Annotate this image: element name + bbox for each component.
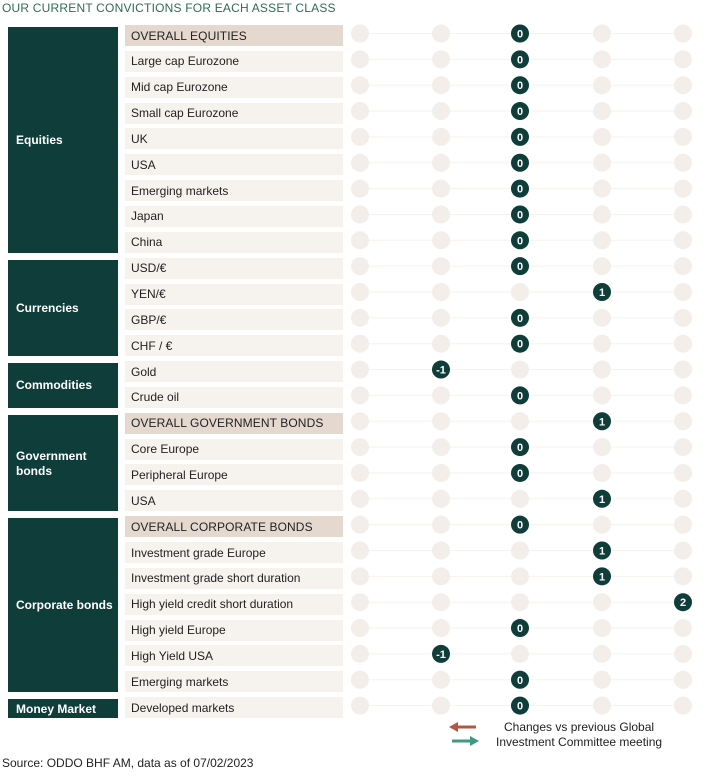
row-label: USA: [125, 490, 343, 511]
legend-line-1: Changes vs previous Global: [503, 720, 655, 734]
scale-dot: [432, 464, 450, 482]
conviction-value-label: 0: [516, 519, 524, 532]
chart-title: OUR CURRENT CONVICTIONS FOR EACH ASSET CLASS: [2, 1, 336, 15]
scale-dot: [351, 412, 369, 430]
scale-dot: [432, 257, 450, 275]
scale-dot: [674, 50, 692, 68]
scale-dot: [674, 102, 692, 120]
scale-dot: [351, 50, 369, 68]
row-label: High yield Europe: [125, 620, 343, 641]
scale-dot: [351, 671, 369, 689]
scale-dot: [432, 335, 450, 353]
scale-dot: [351, 128, 369, 146]
conviction-value-label: -1: [436, 648, 446, 661]
scale-dot: [351, 567, 369, 585]
conviction-value-label: 0: [516, 467, 524, 480]
scale-dot: [351, 619, 369, 637]
category-label-government-bonds: Government bonds: [16, 448, 87, 478]
row-label: Core Europe: [125, 439, 343, 460]
scale-dot: [593, 438, 611, 456]
row-label: Emerging markets: [125, 180, 343, 201]
scale-dot: [593, 102, 611, 120]
scale-dot: [432, 309, 450, 327]
scale-dot: [674, 671, 692, 689]
scale-dot: [511, 645, 529, 663]
row-label: Developed markets: [125, 697, 343, 718]
scale-dot: [674, 516, 692, 534]
row-header-label: OVERALL CORPORATE BONDS: [125, 516, 343, 537]
legend-line-2: Investment Committee meeting: [496, 735, 663, 749]
scale-dot: [593, 154, 611, 172]
row-label: Large cap Eurozone: [125, 51, 343, 72]
scale-dot: [593, 231, 611, 249]
scale-dot: [511, 593, 529, 611]
conviction-value-label: 2: [679, 597, 687, 610]
row-label: GBP/€: [125, 309, 343, 330]
scale-dot: [432, 697, 450, 715]
conviction-value-label: 0: [516, 80, 524, 93]
scale-dot: [432, 567, 450, 585]
scale-dot: [593, 697, 611, 715]
scale-dot: [593, 257, 611, 275]
row-label: YEN/€: [125, 284, 343, 305]
conviction-value-label: 0: [516, 674, 524, 687]
conviction-value-label: 0: [516, 700, 524, 713]
scale-dot: [593, 76, 611, 94]
scale-dot: [351, 283, 369, 301]
scale-dot: [351, 257, 369, 275]
conviction-value-label: 1: [598, 416, 606, 429]
scale-dot: [674, 128, 692, 146]
row-label: High yield credit short duration: [125, 594, 343, 615]
scale-dot: [351, 102, 369, 120]
scale-dot: [593, 361, 611, 379]
scale-dot: [511, 542, 529, 560]
scale-dot: [351, 645, 369, 663]
conviction-value-label: -1: [436, 364, 446, 377]
scale-dot: [351, 205, 369, 223]
row-label: Investment grade short duration: [125, 568, 343, 589]
scale-dot: [351, 231, 369, 249]
row-label: UK: [125, 128, 343, 149]
scale-dot: [674, 283, 692, 301]
scale-dot: [674, 25, 692, 43]
scale-dot: [593, 464, 611, 482]
scale-dot: [674, 76, 692, 94]
scale-dot: [511, 361, 529, 379]
scale-dot: [674, 464, 692, 482]
row-label: Crude oil: [125, 387, 343, 408]
row-label: USA: [125, 154, 343, 175]
row-label: Mid cap Eurozone: [125, 77, 343, 98]
scale-dot: [351, 697, 369, 715]
scale-dot: [432, 438, 450, 456]
scale-dot: [432, 25, 450, 43]
scale-dot: [351, 542, 369, 560]
scale-dot: [674, 438, 692, 456]
scale-dot: [593, 335, 611, 353]
scale-dot: [674, 619, 692, 637]
scale-dot: [593, 671, 611, 689]
scale-dot: [432, 102, 450, 120]
conviction-value-label: 0: [516, 28, 524, 41]
scale-dot: [432, 205, 450, 223]
scale-dot: [511, 412, 529, 430]
row-label: CHF / €: [125, 335, 343, 356]
row-label: High Yield USA: [125, 645, 343, 666]
scale-dot: [674, 154, 692, 172]
row-label: USD/€: [125, 258, 343, 279]
category-corporate-bonds: Corporate bonds: [8, 518, 118, 692]
scale-dot: [593, 205, 611, 223]
legend-arrow-right-icon: [452, 736, 479, 746]
scale-dot: [593, 25, 611, 43]
scale-dot: [351, 516, 369, 534]
scale-dot: [432, 231, 450, 249]
scale-dot: [674, 697, 692, 715]
scale-dot: [593, 180, 611, 198]
conviction-value-label: 0: [516, 157, 524, 170]
scale-dot: [674, 231, 692, 249]
scale-dot: [674, 542, 692, 560]
scale-dot: [432, 154, 450, 172]
conviction-value-label: 1: [598, 287, 606, 299]
scale-dot: [351, 180, 369, 198]
scale-dot: [432, 412, 450, 430]
scale-dot: [351, 386, 369, 404]
scale-dot: [674, 412, 692, 430]
scale-dot: [351, 464, 369, 482]
row-header-label: OVERALL EQUITIES: [125, 25, 343, 46]
scale-dot: [593, 645, 611, 663]
row-label: Gold: [125, 361, 343, 382]
scale-dot: [432, 76, 450, 94]
scale-dot: [351, 154, 369, 172]
row-label: China: [125, 232, 343, 253]
row-label: Small cap Eurozone: [125, 103, 343, 124]
conviction-value-label: 1: [598, 493, 606, 506]
scale-dot: [432, 619, 450, 637]
category-money-market: Money Market: [8, 699, 118, 718]
conviction-value-label: 0: [516, 442, 524, 455]
scale-dot: [432, 671, 450, 689]
scale-dot: [432, 386, 450, 404]
conviction-value-label: 0: [516, 261, 524, 274]
row-label: Peripheral Europe: [125, 464, 343, 485]
scale-dot: [674, 257, 692, 275]
scale-dot: [351, 76, 369, 94]
scale-dot: [674, 335, 692, 353]
scale-dot: [351, 335, 369, 353]
conviction-value-label: 1: [598, 571, 606, 584]
legend-arrow-left-icon: [449, 722, 476, 732]
conviction-value-label: 0: [516, 54, 524, 67]
conviction-value-label: 1: [598, 545, 606, 558]
scale-dot: [593, 593, 611, 611]
conviction-value-label: 0: [516, 209, 524, 222]
scale-dot: [351, 361, 369, 379]
scale-dot: [593, 309, 611, 327]
scale-dot: [674, 361, 692, 379]
scale-dot: [674, 645, 692, 663]
scale-dot: [511, 490, 529, 508]
source-note: Source: ODDO BHF AM, data as of 07/02/2023: [2, 756, 254, 770]
row-label: Japan: [125, 206, 343, 227]
row-label: Emerging markets: [125, 671, 343, 692]
conviction-value-label: 0: [516, 235, 524, 248]
scale-dot: [351, 309, 369, 327]
scale-dot: [432, 593, 450, 611]
category-equities: Equities: [8, 27, 118, 253]
scale-dot: [593, 619, 611, 637]
scale-dot: [674, 567, 692, 585]
scale-dot: [432, 50, 450, 68]
scale-dot: [511, 567, 529, 585]
scale-dot: [674, 180, 692, 198]
scale-dot: [511, 283, 529, 301]
conviction-value-label: 0: [516, 390, 524, 403]
row-header-label: OVERALL GOVERNMENT BONDS: [125, 413, 343, 434]
conviction-value-label: 0: [516, 131, 524, 144]
scale-dot: [432, 128, 450, 146]
scale-dot: [432, 283, 450, 301]
scale-dot: [593, 386, 611, 404]
conviction-value-label: 0: [516, 183, 524, 196]
scale-dot: [674, 309, 692, 327]
scale-dot: [351, 25, 369, 43]
conviction-value-label: 0: [516, 106, 524, 119]
scale-dot: [351, 490, 369, 508]
legend-text: [496, 720, 662, 750]
scale-dot: [351, 593, 369, 611]
scale-dot: [432, 542, 450, 560]
conviction-value-label: 0: [516, 338, 524, 351]
scale-dot: [432, 490, 450, 508]
conviction-value-label: 0: [516, 312, 524, 325]
scale-dot: [432, 516, 450, 534]
row-label: Investment grade Europe: [125, 542, 343, 563]
scale-dot: [593, 50, 611, 68]
scale-dot: [432, 180, 450, 198]
conviction-value-label: 0: [516, 623, 524, 636]
scale-dot: [351, 438, 369, 456]
scale-dot: [674, 205, 692, 223]
category-commodities: Commodities: [8, 363, 118, 408]
scale-dot: [593, 128, 611, 146]
scale-dot: [674, 490, 692, 508]
scale-dot: [674, 386, 692, 404]
category-currencies: Currencies: [8, 260, 118, 357]
scale-dot: [593, 516, 611, 534]
